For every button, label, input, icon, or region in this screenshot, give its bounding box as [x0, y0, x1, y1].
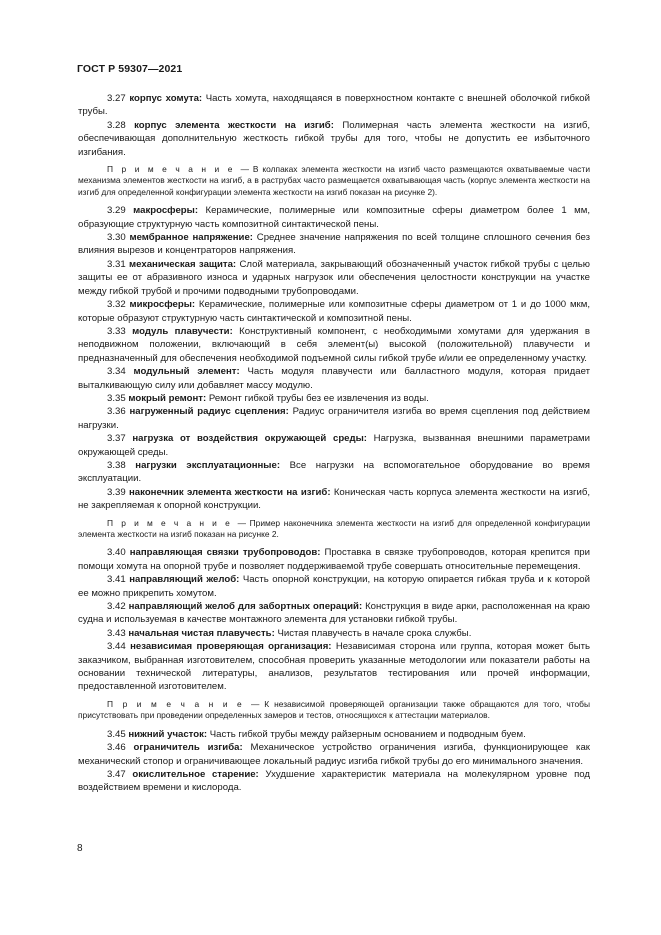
term-definition: [78, 573, 590, 600]
term-name: независимая проверяющая организация:: [130, 641, 332, 653]
term-name: наконечник элемента жесткости на изгиб:: [129, 486, 331, 498]
term-text: Среднее значение напряжения по всей толщине сплошного сечения без влияния вырезов и концентраторов напряжения.: [78, 232, 590, 257]
term-name: направляющий желоб для забортных операций:: [128, 601, 363, 613]
term-number: 3.45: [107, 728, 126, 740]
note-text: — В колпаках элемента жесткости на изгиб часто размещаются охватываемые части механизма элементов жесткости на изгиб, а в раструбах часто размещается охватывающая часть (корпус элемента жесткости на изгиб для определенной конфигурации элемента жесткости на изгиб показан на рисунке 2).: [78, 164, 590, 197]
term-number: 3.29: [107, 205, 126, 217]
note-text: — К независимой проверяющей организации также обращаются для того, чтобы присутствовать при проведении определенных замеров и тестов, относящихся к аттестации материалов.: [78, 698, 590, 721]
term-definition: [78, 627, 590, 640]
term-number: 3.47: [107, 768, 126, 780]
term-text: Все нагрузки на вспомогательное оборудование во время эксплуатации.: [78, 459, 590, 485]
term-number: 3.35: [107, 392, 126, 404]
term-number: 3.41: [107, 574, 126, 586]
term-number: 3.36: [107, 406, 126, 418]
term-definition: [78, 728, 590, 741]
term-definition: [78, 325, 590, 365]
document-header: ГОСТ Р 59307—2021: [77, 63, 183, 75]
term-text: Независимая сторона или группа, которая может быть заказчиком, выбранная изготовителем, способная проверить указанные методологии или показатели работы на основании технической литературы, анализов, результатов тестирования или прочей информации, предоставленной изготовителем.: [78, 641, 590, 693]
term-number: 3.43: [107, 627, 126, 639]
term-definition: [78, 600, 590, 627]
term-definition: [78, 459, 590, 486]
term-name: нижний участок:: [128, 728, 208, 740]
term-number: 3.30: [107, 232, 126, 244]
term-text: Механическое устройство ограничения изгиба, функционирующее как механический стопор и ограничивающее локальный радиус изгиба гибкой трубы до его минимального значения.: [78, 742, 590, 767]
term-number: 3.38: [107, 459, 126, 471]
term-name: нагрузки эксплуатационные:: [135, 459, 281, 471]
note: [78, 699, 590, 722]
term-name: нагрузка от воздействия окружающей среды:: [132, 433, 367, 445]
term-name: ограничитель изгиба:: [133, 742, 243, 754]
note-text: — Пример наконечника элемента жесткости на изгиб для определенной конфигурации элемента жесткости на изгиб показан на рисунке 2.: [78, 517, 590, 539]
term-text: Керамические, полимерные или композитные сферы диаметром более 1 мм, образующие структурную часть композитной синтактической пены.: [78, 205, 590, 230]
term-text: Конструкция в виде арки, расположенная на краю судна и используемая в качестве монтажного элемента для установки гибкой трубы.: [78, 601, 590, 626]
term-definition: [78, 231, 590, 258]
note: [78, 164, 590, 198]
term-number: 3.37: [107, 433, 126, 445]
term-name: направляющая связки трубопроводов:: [129, 547, 321, 559]
term-text: Часть хомута, находящаяся в поверхностном контакте с внешней оболочкой гибкой трубы.: [78, 93, 590, 118]
term-number: 3.39: [107, 486, 126, 498]
term-definition: [78, 258, 590, 298]
terms-list: [78, 92, 590, 795]
term-name: направляющий желоб:: [129, 574, 240, 586]
term-name: корпус хомута:: [129, 93, 203, 104]
term-name: механическая защита:: [129, 258, 237, 270]
term-text: Чистая плавучесть в начале срока службы.: [274, 627, 472, 639]
term-text: Конструктивный компонент, с необходимыми хомутами для удержания в неподвижном положении, включающий в себя элемент(ы) высокой (положительной) плавучести и предназначенный для обеспечения необходимой подъемной силы гибкой трубе и/или ее определенному участку.: [78, 325, 591, 364]
term-name: начальная чистая плавучесть:: [128, 627, 275, 639]
term-number: 3.28: [107, 119, 126, 131]
term-name: модульный элемент:: [133, 366, 240, 378]
page-number: 8: [77, 843, 83, 854]
term-number: 3.44: [107, 641, 126, 653]
term-number: 3.42: [107, 601, 126, 613]
term-definition: [78, 204, 590, 231]
term-definition: [78, 486, 590, 513]
term-text: Ремонт гибкой трубы без ее извлечения из воды.: [206, 392, 429, 404]
note: [78, 518, 590, 541]
term-text: Коническая часть корпуса элемента жесткости на изгиб, не закрепляемая к опорной конструкции.: [78, 486, 590, 512]
term-text: Часть модуля плавучести или балластного модуля, которая придает выталкивающую силу или добавляет массу модулю.: [78, 366, 590, 391]
term-definition: [78, 298, 590, 325]
term-text: Проставка в связке трубопроводов, которая крепится при помощи хомута на опорной трубе и позволяет поддерживаемой трубе совершать относительные перемещения.: [78, 547, 590, 572]
term-name: корпус элемента жесткости на изгиб:: [134, 119, 334, 131]
note-label: П р и м е ч а н и е: [107, 517, 233, 528]
term-definition: [78, 640, 590, 694]
term-number: 3.32: [107, 299, 126, 311]
note-label: П р и м е ч а н и е: [107, 164, 235, 175]
term-name: микросферы:: [129, 299, 196, 311]
term-definition: [78, 768, 590, 795]
term-definition: [78, 432, 590, 459]
term-number: 3.33: [107, 325, 126, 337]
term-number: 3.31: [107, 258, 126, 270]
term-definition: [78, 392, 590, 405]
term-name: мембранное напряжение:: [129, 232, 253, 244]
term-text: Слой материала, закрывающий обозначенный участок гибкой трубы с целью защиты ее от абразивного износа и ударных нагрузок или обеспечения целостности конструкции на участке между гибкой трубой и прочими подводными трубопроводами.: [78, 258, 590, 297]
term-definition: [78, 546, 590, 573]
term-name: нагруженный радиус сцепления:: [129, 406, 289, 418]
term-text: Ухудшение характеристик материала на молекулярном уровне под воздействием времени и кислорода.: [78, 768, 590, 794]
term-definition: [78, 92, 590, 119]
term-definition: [78, 405, 590, 432]
term-name: окислительное старение:: [132, 768, 259, 780]
term-definition: [78, 119, 590, 159]
term-number: 3.40: [107, 547, 126, 559]
term-name: макросферы:: [133, 205, 199, 217]
term-number: 3.34: [107, 366, 126, 378]
term-text: Часть опорной конструкции, на которую опирается гибкая труба и к которой ее можно прикрепить хомутом.: [78, 574, 590, 599]
term-text: Радиус ограничителя изгиба во время сцепления под действием нагрузки.: [78, 406, 590, 431]
term-text: Часть гибкой трубы между райзерным основанием и подводным буем.: [207, 728, 526, 740]
term-number: 3.27: [107, 93, 126, 104]
term-number: 3.46: [107, 742, 126, 754]
term-definition: [78, 741, 590, 768]
term-text: Нагрузка, вызванная внешними параметрами окружающей среды.: [78, 433, 590, 458]
term-name: мокрый ремонт:: [128, 392, 207, 404]
term-definition: [78, 365, 590, 392]
note-label: П р и м е ч а н и е: [107, 698, 245, 709]
term-text: Керамические, полимерные или композитные сферы диаметром от 1 и до 1000 мкм, которые образуют структурную часть синтактической и композитной пены.: [78, 299, 590, 324]
term-name: модуль плавучести:: [132, 325, 233, 337]
term-text: Полимерная часть элемента жесткости на изгиб, обеспечивающая дополнительную жесткость гибкой трубы для того, чтобы не допустить ее избыточного изгибания.: [78, 119, 590, 158]
